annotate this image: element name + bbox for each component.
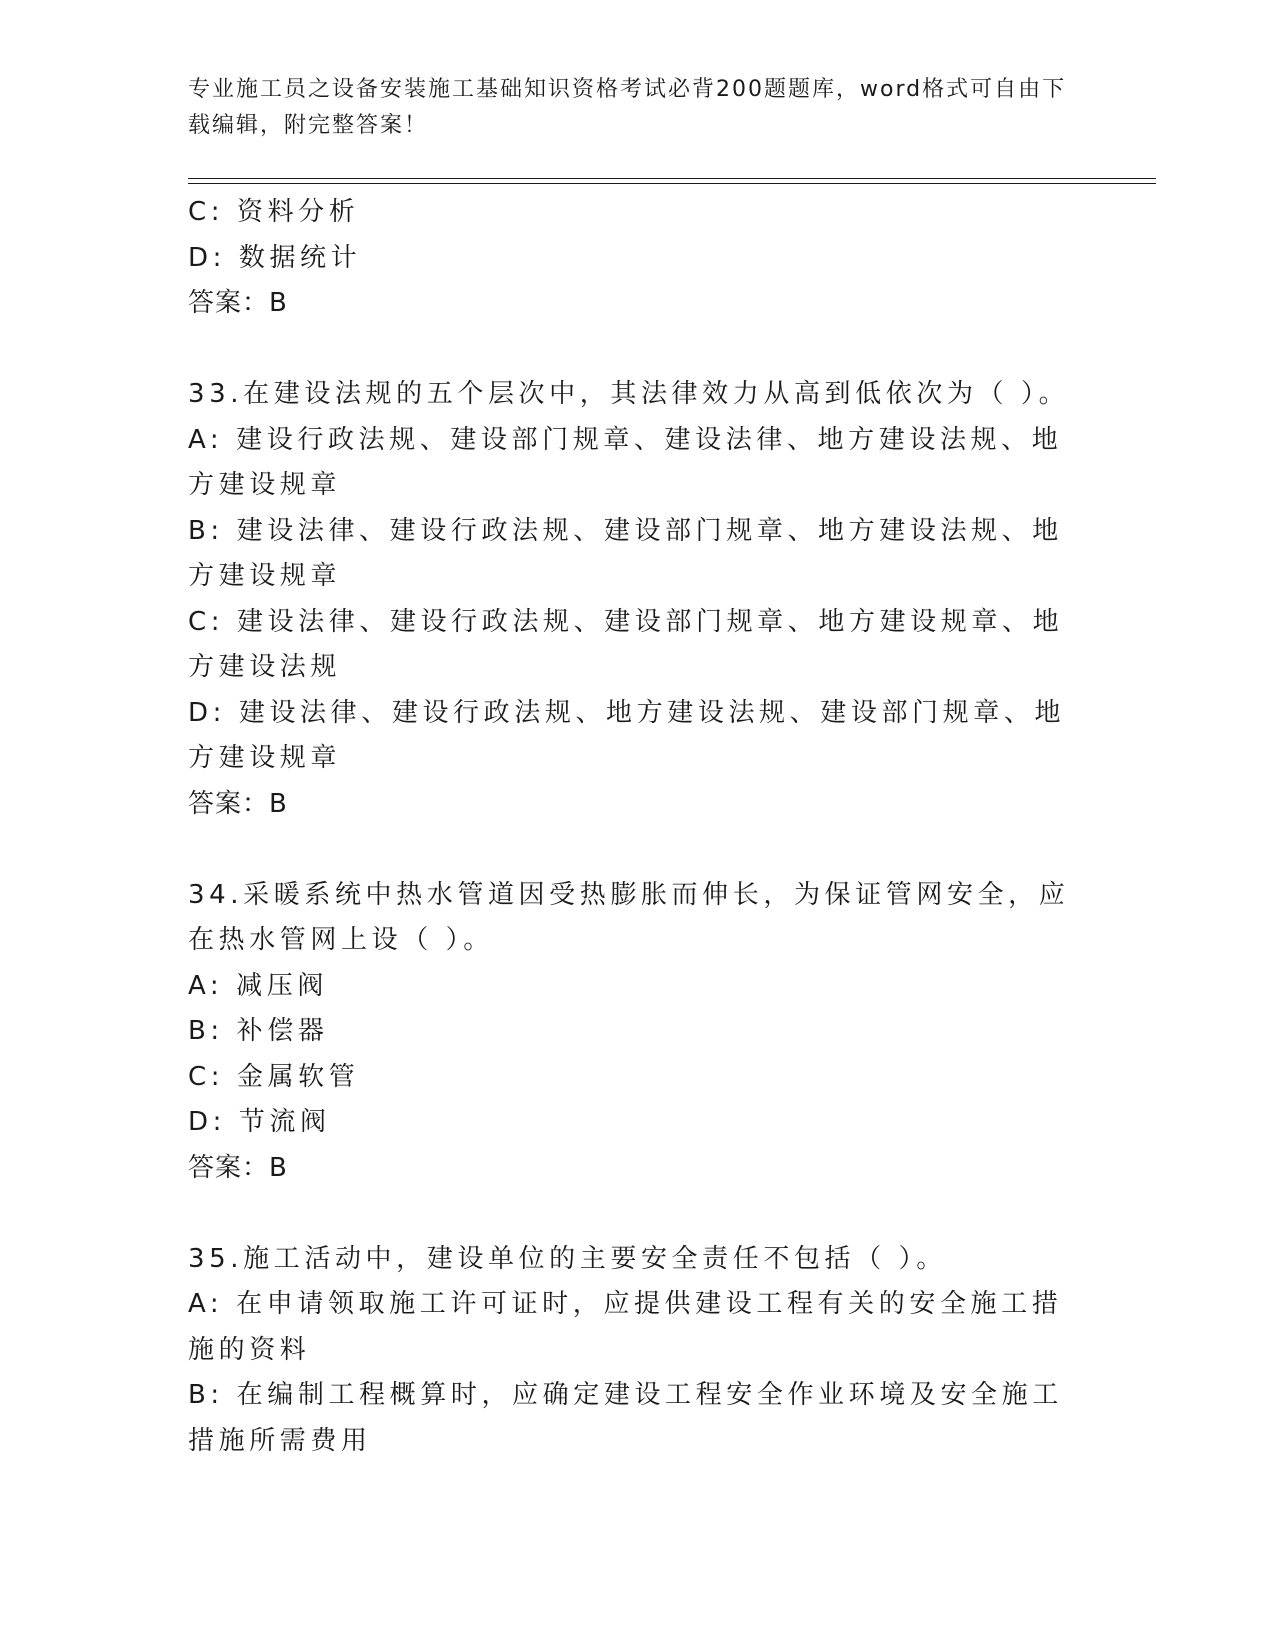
option-d: D: 节流阀 [188,1107,331,1137]
option-c: C: 资料分析 [188,197,360,227]
question-stem: 34.采暖系统中热水管道因受热膨胀而伸长，为保证管网安全，应在热水管网上设（ ）。 [188,879,1070,955]
question-35 [188,1237,1088,1465]
question-stem: 35.施工活动中，建设单位的主要安全责任不包括（ ）。 [188,1243,947,1274]
option-c: C: 建设法律、建设行政法规、建设部门规章、地方建设规章、地方建设法规 [188,606,1064,682]
header-rule-top [188,178,1156,179]
option-d: D: 建设法律、建设行政法规、地方建设法规、建设部门规章、地方建设规章 [188,697,1066,773]
spacer [188,827,1088,873]
spacer [188,1191,1088,1237]
option-a: A: 建设行政法规、建设部门规章、建设法律、地方建设法规、地方建设规章 [188,424,1063,500]
option-b: B: 在编制工程概算时，应确定建设工程安全作业环境及安全施工措施所需费用 [188,1380,1063,1456]
option-c: C: 金属软管 [188,1061,360,1092]
spacer [188,327,1088,373]
header-rule-bottom [188,183,1156,184]
answer: 答案：B [188,288,288,318]
option-a: A: 减压阀 [188,970,328,1001]
question-34 [188,873,1088,1192]
option-a: A: 在申请领取施工许可证时，应提供建设工程有关的安全施工措施的资料 [188,1289,1063,1365]
header-title: 专业施工员之设备安装施工基础知识资格考试必背200题题库，word格式可自由下载编辑，附完整答案！ [188,77,1067,138]
option-b: B: 建设法律、建设行政法规、建设部门规章、地方建设法规、地方建设规章 [188,515,1063,591]
option-b: B: 补偿器 [188,1016,329,1046]
answer: 答案：B [188,1152,288,1183]
answer: 答案：B [188,788,288,819]
question-32-tail [188,190,1088,327]
option-d: D: 数据统计 [188,242,362,273]
document-body [188,190,1088,1464]
document-header [188,72,1088,144]
question-stem: 33.在建设法规的五个层次中，其法律效力从高到低依次为（ ）。 [188,379,1070,409]
question-33 [188,372,1088,827]
